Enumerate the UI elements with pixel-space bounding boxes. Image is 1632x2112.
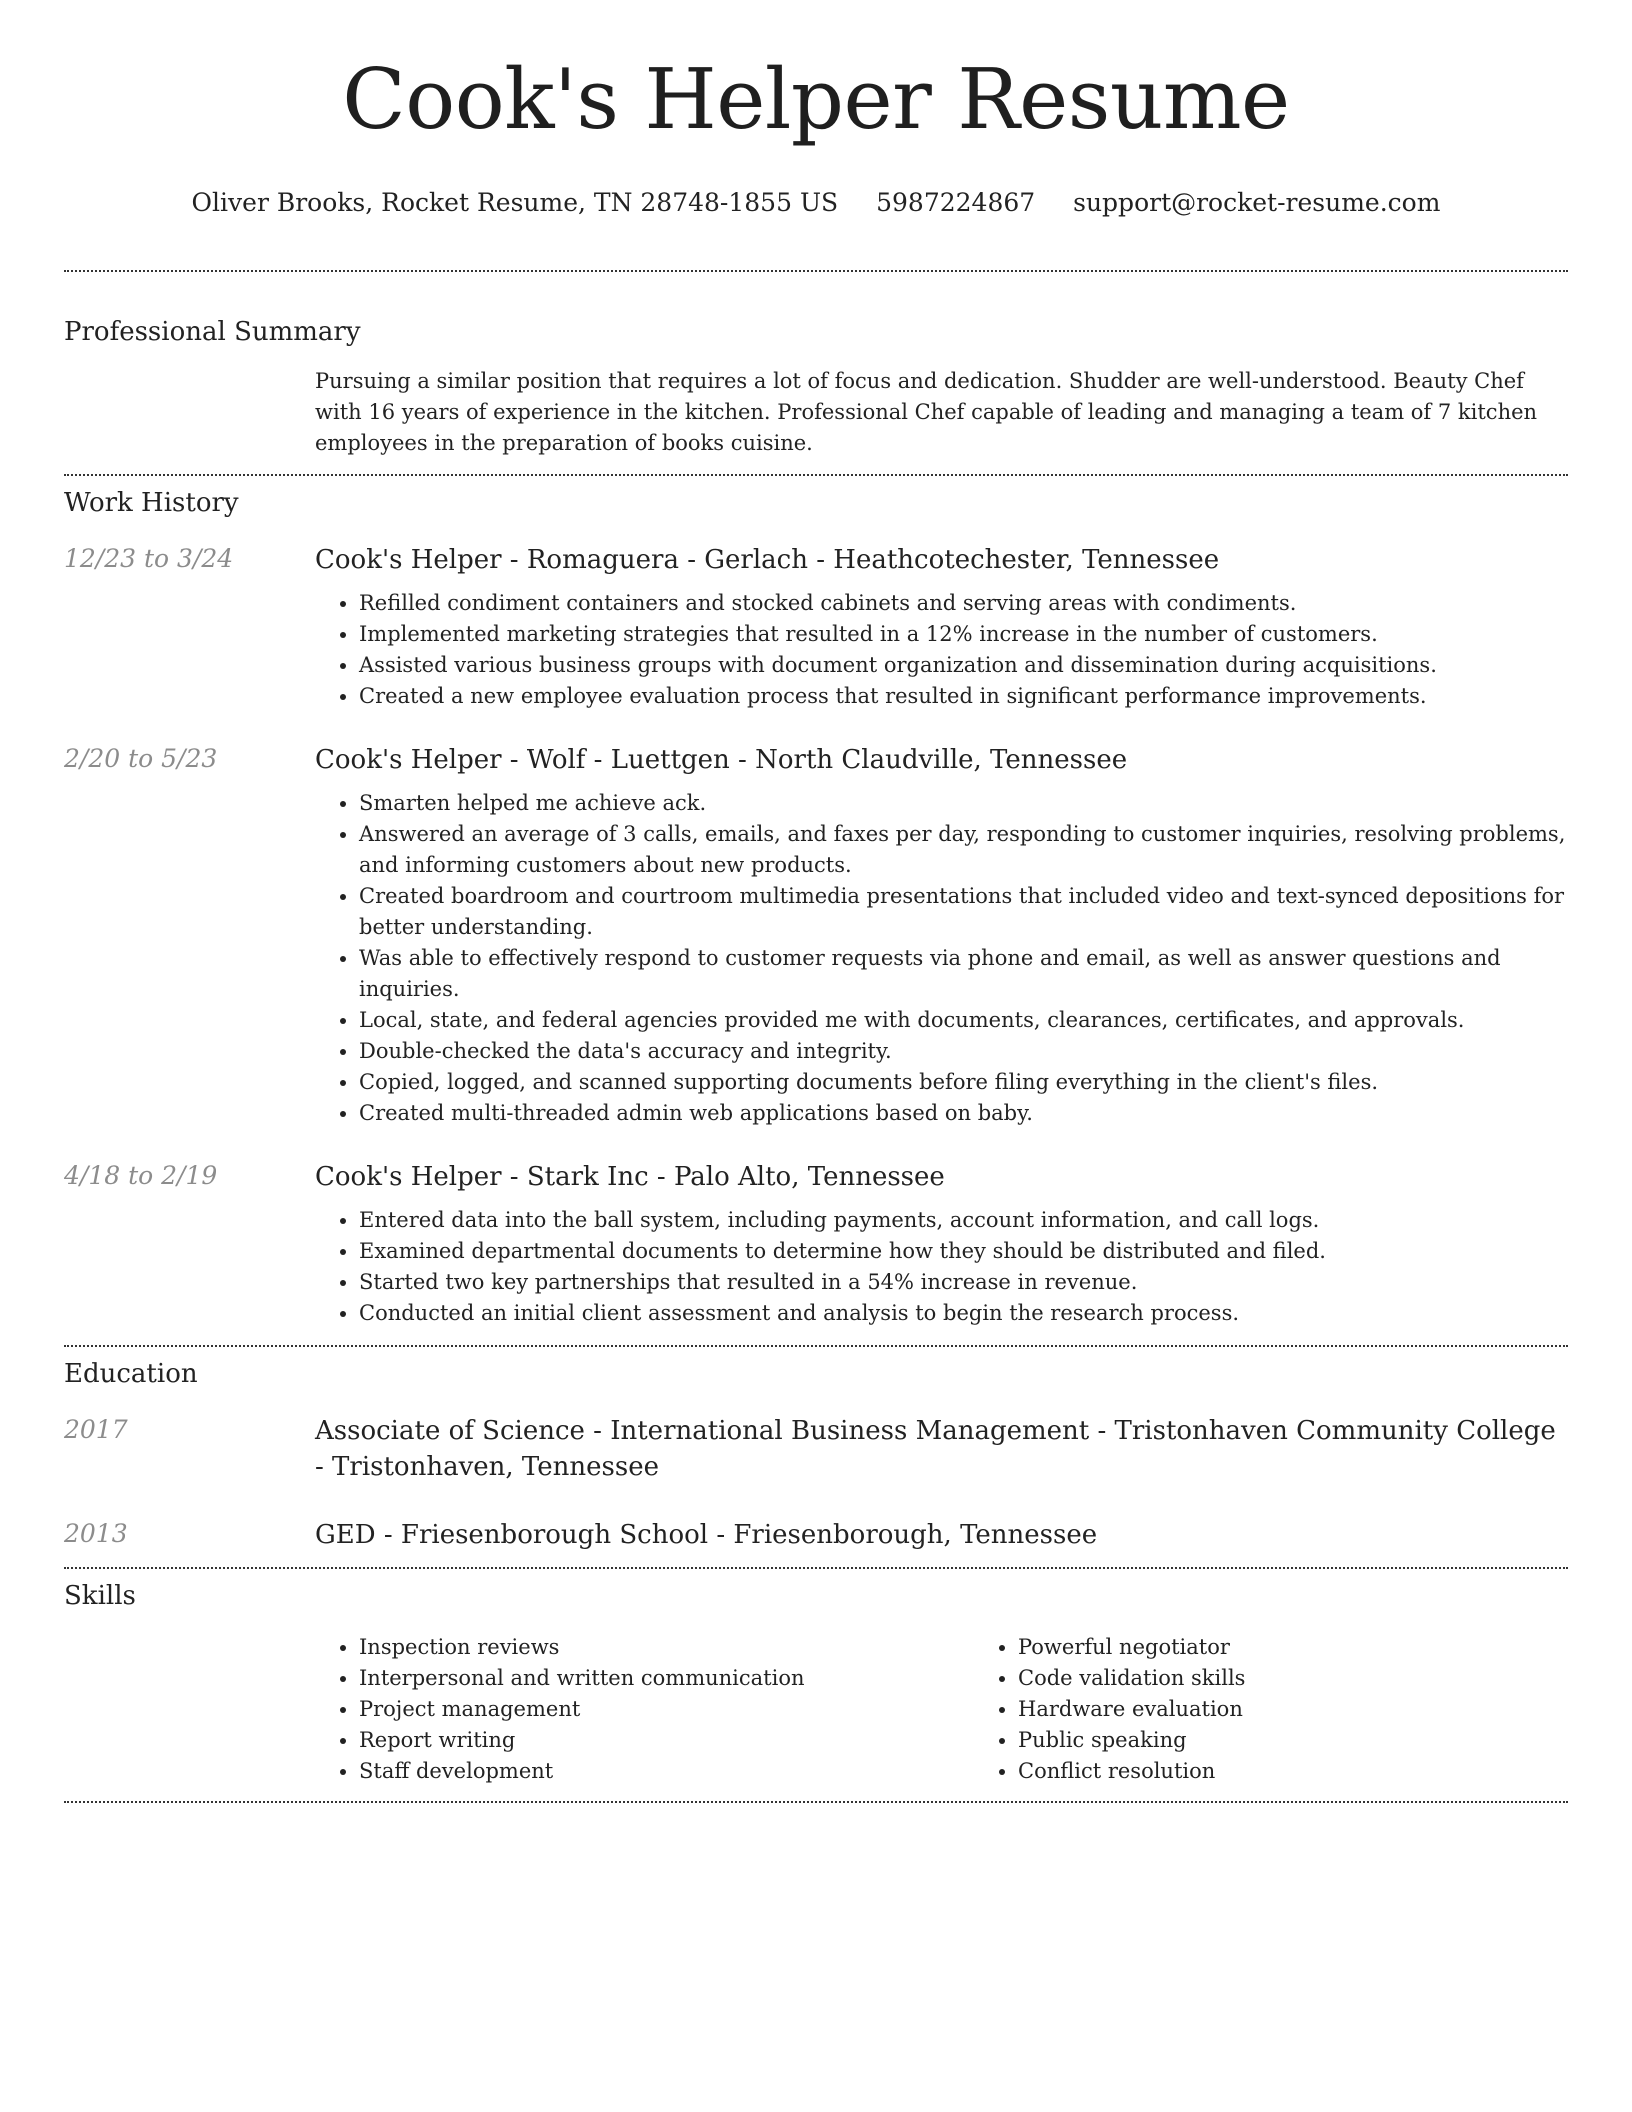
summary-row: [64, 366, 1568, 459]
list-item: • Conflict resolution: [1018, 1756, 1632, 1787]
list-item: • Double-checked the data's accuracy and integrity.: [359, 1036, 1568, 1067]
job-entry: [64, 1159, 1568, 1329]
list-item: • Examined departmental documents to determine how they should be distributed and filed.: [359, 1236, 1568, 1267]
list-item: • Smarten helped me achieve ack.: [359, 788, 1568, 819]
divider: [64, 1345, 1568, 1347]
list-item: • Answered an average of 3 calls, emails, and faxes per day, responding to customer inquiries, resolving problems, and informing customers about new products.: [359, 819, 1568, 881]
job-title: Cook's Helper - Romaguera - Gerlach - Heathcotechester, Tennessee: [315, 545, 1220, 575]
list-item: • Local, state, and federal agencies provided me with documents, clearances, certificates, and approvals.: [359, 1005, 1568, 1036]
section-title-summary: Professional Summary: [64, 317, 361, 347]
list-item: • Created multi-threaded admin web applications based on baby.: [359, 1098, 1568, 1129]
list-item: • Assisted various business groups with document organization and dissemination during acquisitions.: [359, 650, 1568, 681]
list-item: • Code validation skills: [1018, 1663, 1632, 1694]
list-item: • Hardware evaluation: [1018, 1694, 1632, 1725]
job-title: Cook's Helper - Stark Inc - Palo Alto, Tennessee: [315, 1162, 945, 1192]
list-item: • Started two key partnerships that resulted in a 54% increase in revenue.: [359, 1267, 1568, 1298]
job-dates: 2/20 to 5/23: [64, 744, 218, 773]
list-item: • Refilled condiment containers and stocked cabinets and serving areas with condiments.: [359, 588, 1568, 619]
education-title: Associate of Science - International Business Management - Tristonhaven Community College - Tristonhaven, Tennessee: [315, 1416, 1556, 1482]
job-dates: 12/23 to 3/24: [64, 544, 234, 573]
job-entry: [64, 542, 1568, 712]
list-item: • Inspection reviews: [359, 1632, 974, 1663]
summary-text: Pursuing a similar position that requires a lot of focus and dedication. Shudder are well-understood. Beauty Chef with 16 years of experience in the kitchen. Professional Chef capable of leading and managing a team of 7 kitchen employees in the preparation of books cuisine.: [315, 369, 1538, 455]
skills-row: [64, 1632, 1568, 1787]
job-dates: 4/18 to 2/19: [64, 1161, 218, 1190]
skills-list-left: [315, 1632, 974, 1787]
education-entry: [64, 1413, 1568, 1485]
section-title-education: Education: [64, 1359, 198, 1389]
job-bullets: [315, 1205, 1568, 1329]
section-title-skills: Skills: [64, 1581, 136, 1611]
list-item: • Project management: [359, 1694, 974, 1725]
education-title: GED - Friesenborough School - Friesenborough, Tennessee: [315, 1520, 1098, 1550]
divider: [64, 270, 1568, 272]
list-item: • Staff development: [359, 1756, 974, 1787]
resume-page: [64, 0, 1568, 1803]
education-year: 2017: [64, 1415, 128, 1444]
list-item: • Interpersonal and written communication: [359, 1663, 974, 1694]
job-entry: [64, 742, 1568, 1129]
job-bullets: [315, 788, 1568, 1129]
divider: [64, 1567, 1568, 1569]
job-title: Cook's Helper - Wolf - Luettgen - North Claudville, Tennessee: [315, 745, 1128, 775]
list-item: • Created a new employee evaluation process that resulted in significant performance improvements.: [359, 681, 1568, 712]
contact-phone: 5987224867: [876, 188, 1036, 217]
list-item: • Implemented marketing strategies that resulted in a 12% increase in the number of customers.: [359, 619, 1568, 650]
skills-list-right: [974, 1632, 1632, 1787]
list-item: • Report writing: [359, 1725, 974, 1756]
education-entry: [64, 1517, 1568, 1553]
divider: [64, 474, 1568, 476]
section-title-work-history: Work History: [64, 488, 239, 518]
contact-address: Oliver Brooks, Rocket Resume, TN 28748-1855 US: [191, 188, 839, 217]
contact-email: support@rocket-resume.com: [1073, 188, 1441, 217]
education-year: 2013: [64, 1519, 128, 1548]
page-title: Cook's Helper Resume: [342, 51, 1290, 148]
list-item: • Created boardroom and courtroom multimedia presentations that included video and text-synced depositions for better understanding.: [359, 881, 1568, 943]
contact-info: [64, 186, 1568, 220]
divider: [64, 1801, 1568, 1803]
list-item: • Powerful negotiator: [1018, 1632, 1632, 1663]
list-item: • Copied, logged, and scanned supporting documents before filing everything in the client's files.: [359, 1067, 1568, 1098]
list-item: • Entered data into the ball system, including payments, account information, and call logs.: [359, 1205, 1568, 1236]
job-bullets: [315, 588, 1568, 712]
list-item: • Was able to effectively respond to customer requests via phone and email, as well as answer questions and inquiries.: [359, 943, 1568, 1005]
list-item: • Conducted an initial client assessment and analysis to begin the research process.: [359, 1298, 1568, 1329]
list-item: • Public speaking: [1018, 1725, 1632, 1756]
